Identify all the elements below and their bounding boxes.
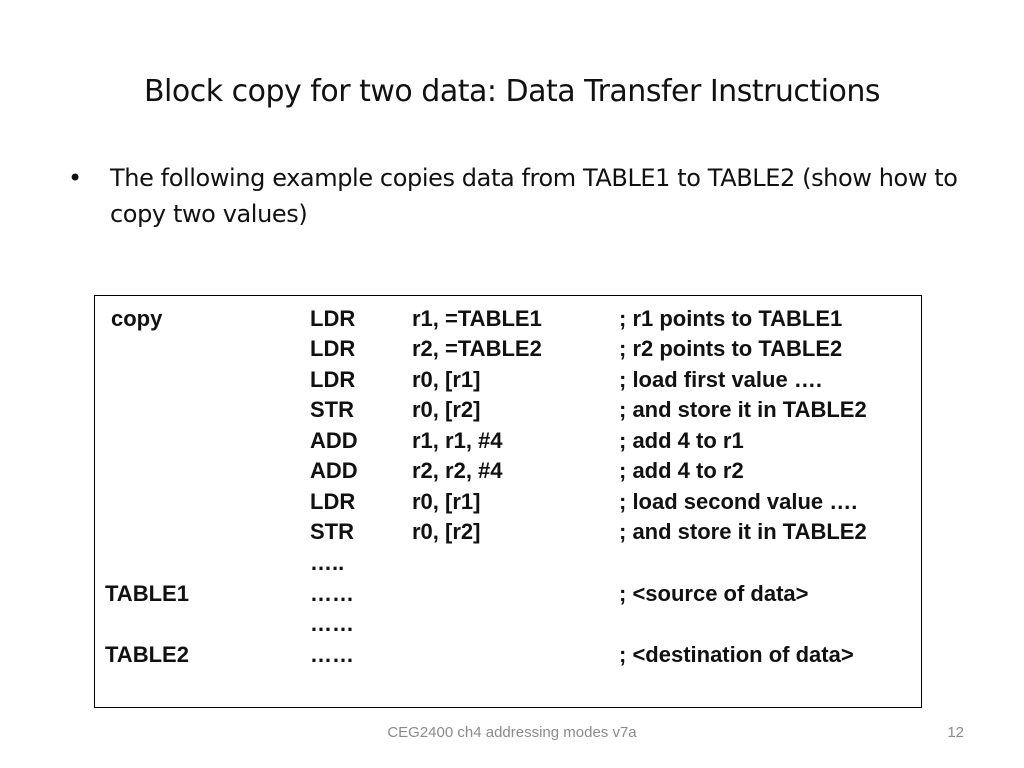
code-comment: ; add 4 to r1 [619, 428, 744, 453]
code-operands: r0, [r2] [412, 397, 481, 422]
code-row [95, 395, 921, 425]
code-label: TABLE1 [105, 581, 189, 606]
code-comment: ; and store it in TABLE2 [619, 519, 867, 544]
code-operands: r2, r2, #4 [412, 458, 503, 483]
code-comment: ; add 4 to r2 [619, 458, 744, 483]
code-opcode: …… [310, 581, 354, 606]
code-opcode: LDR [310, 367, 356, 392]
code-row [95, 304, 921, 334]
page-number: 12 [947, 724, 964, 741]
code-row [95, 334, 921, 364]
code-opcode: ….. [310, 550, 345, 575]
code-opcode: LDR [310, 489, 356, 514]
code-label: copy [111, 306, 163, 331]
code-opcode: STR [310, 519, 354, 544]
code-row [95, 365, 921, 395]
code-row [95, 640, 921, 670]
code-comment: ; <destination of data> [619, 642, 854, 667]
code-listing-box [94, 295, 922, 708]
code-operands: r1, =TABLE1 [412, 306, 542, 331]
code-operands: r1, r1, #4 [412, 428, 503, 453]
footer-text: CEG2400 ch4 addressing modes v7a [387, 724, 637, 741]
code-opcode: ADD [310, 428, 358, 453]
code-row [95, 456, 921, 486]
code-operands: r0, [r1] [412, 489, 481, 514]
code-opcode: ADD [310, 458, 358, 483]
code-row [95, 487, 921, 517]
code-comment: ; <source of data> [619, 581, 809, 606]
code-opcode: LDR [310, 306, 356, 331]
code-operands: r2, =TABLE2 [412, 336, 542, 361]
code-row [95, 548, 921, 578]
code-row [95, 426, 921, 456]
code-row [95, 579, 921, 609]
bullet-text: The following example copies data from TABLE1 to TABLE2 (show how to copy two values) [110, 164, 958, 228]
code-comment: ; load second value …. [619, 489, 858, 514]
code-opcode: LDR [310, 336, 356, 361]
bullet-icon: • [68, 164, 82, 192]
code-comment: ; r1 points to TABLE1 [619, 306, 843, 331]
code-opcode: STR [310, 397, 354, 422]
code-label: TABLE2 [105, 642, 189, 667]
code-comment: ; r2 points to TABLE2 [619, 336, 843, 361]
code-operands: r0, [r2] [412, 519, 481, 544]
code-comment: ; load first value …. [619, 367, 822, 392]
code-operands: r0, [r1] [412, 367, 481, 392]
code-comment: ; and store it in TABLE2 [619, 397, 867, 422]
code-opcode: …… [310, 611, 354, 636]
slide-title: Block copy for two data: Data Transfer Instructions [143, 74, 881, 109]
code-row [95, 609, 921, 639]
code-opcode: …… [310, 642, 354, 667]
code-row [95, 517, 921, 547]
